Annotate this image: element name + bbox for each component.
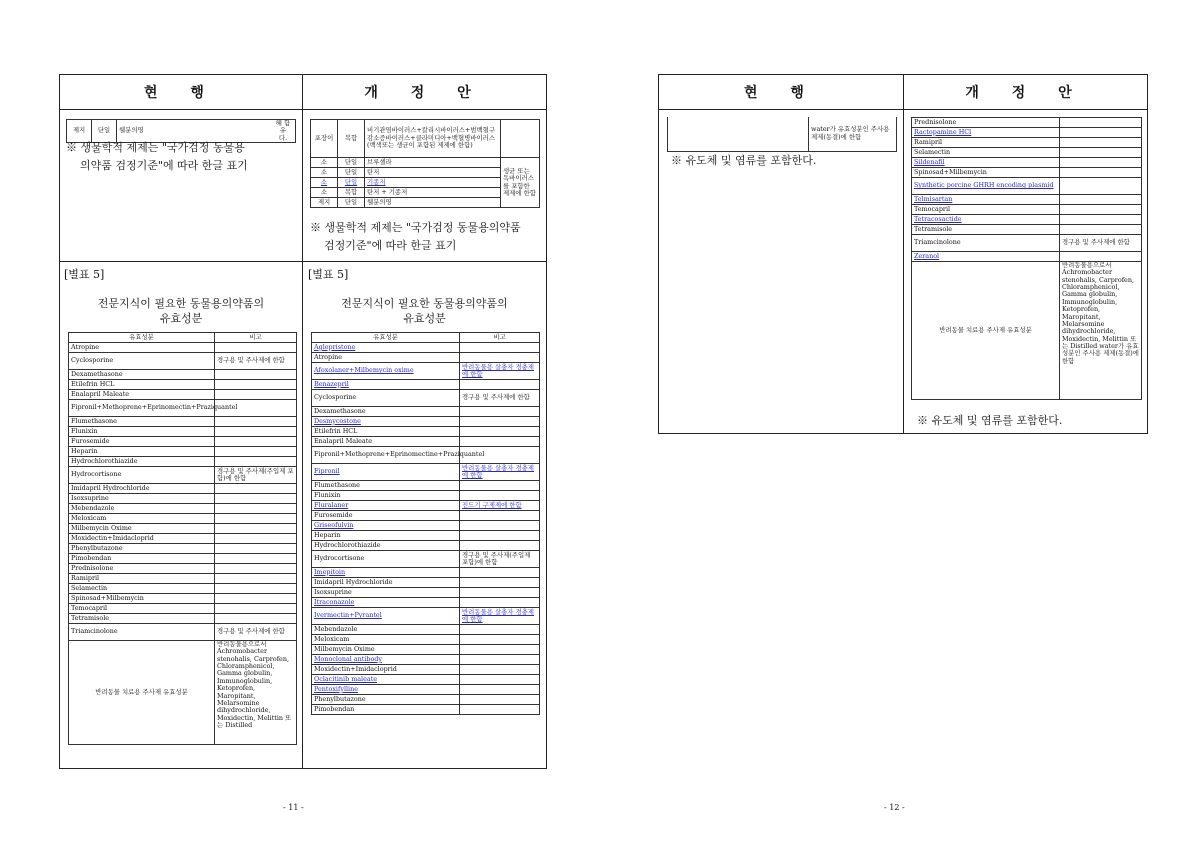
- table-row: [312, 353, 540, 363]
- table-row: [69, 514, 297, 524]
- ingredient-cell: Triamcinolone: [912, 235, 1060, 252]
- remark-cell: [1060, 158, 1142, 168]
- remark-cell: [460, 427, 540, 437]
- remark-cell: [460, 417, 540, 427]
- proposed-header: 개 정 안: [904, 75, 1147, 110]
- proposed-header: 개 정 안: [303, 75, 546, 110]
- table-row: [69, 484, 297, 494]
- table-row: [312, 501, 540, 511]
- current-header: 현 행: [60, 75, 302, 110]
- table-row: [69, 437, 297, 447]
- remark-cell: [215, 584, 297, 594]
- ingredient-cell: Ramipril: [69, 574, 215, 584]
- table-row: [312, 531, 540, 541]
- remark-cell: 경구용 및 주사제에 한함: [215, 353, 297, 370]
- table-row: [69, 604, 297, 614]
- ingredient-cell: Hydrocortisone: [312, 551, 460, 568]
- ingredient-cell: Hydrochlorothiazide: [69, 457, 215, 467]
- remark-cell: [215, 564, 297, 574]
- remark-cell: [1060, 168, 1142, 178]
- table-row: [312, 551, 540, 568]
- current-header: 현 행: [659, 75, 903, 110]
- remark-cell: [460, 635, 540, 645]
- table-row: [312, 675, 540, 685]
- ingredient-cell: Tetracosactide: [912, 215, 1060, 225]
- ingredient-cell: Triamcinolone: [69, 624, 215, 641]
- remark-cell: 경구용 및 주사제(주입제 포함)에 한함: [460, 551, 540, 568]
- ingredient-cell: Heparin: [312, 531, 460, 541]
- table-row: [312, 695, 540, 705]
- ingredient-cell: Imidapril Hydrochloride: [69, 484, 215, 494]
- current-continued-table: water가 유효성분인 주사용 제제(동결)에 한함: [667, 117, 897, 152]
- table-row: [912, 195, 1142, 205]
- ingredient-cell: Prednisolone: [69, 564, 215, 574]
- annex-title-current: 전문지식이 필요한 동물용의약품의 유효성분: [97, 297, 265, 325]
- ingredient-cell: Dexamethasone: [312, 407, 460, 417]
- remark-cell: [215, 554, 297, 564]
- proposed-bio-table: 포장이 복합 비기관염바이러스+칼리시바이러스+범백혈구감소증바이러스+클라미디아+백혈병바이러스(백색또는 생균이 포함된 제제에 한함) 소 단일 브루셀라 생균 또는 독바이러스를 포함한 제제에 한함 소 단일 탄저 소 단일 기종저 소 복합 탄저 + 기종저 제지 단일 웰분의영: [310, 119, 540, 208]
- table-row: [912, 235, 1142, 252]
- table-row: [312, 447, 540, 464]
- table-row: [69, 390, 297, 400]
- ingredient-cell: Zeranol: [912, 252, 1060, 262]
- table-row: [312, 625, 540, 635]
- ingredient-cell: Phenylbutazone: [312, 695, 460, 705]
- ingredient-cell: Flunixin: [69, 427, 215, 437]
- current-bio-note: ※ 생물학적 제제는 "국가검정 동물용 의약품 검정기준"에 따라 한글 표기: [66, 141, 248, 172]
- remark-cell: 반려동물용 살충자 경충제에 한함: [460, 363, 540, 380]
- ingredient-cell: Milbemycin Oxime: [312, 645, 460, 655]
- table-row: 반려동물 치료용 주사제 유효성분 반려동물용으로서 Achromobacter stenohalis, Carprofen, Chloramphenicol, Gamma globulin, Immunoglobulin, Ketoprofen, Maropitant, Melarsomine dihydrochloride, Moxidectin, Melittin 또는 Distilled: [69, 641, 297, 745]
- table-row: [312, 491, 540, 501]
- ingredient-cell: Mebendazole: [312, 625, 460, 635]
- ingredient-cell: Hydrochlorothiazide: [312, 541, 460, 551]
- remark-cell: [460, 343, 540, 353]
- remark-cell: [460, 353, 540, 363]
- remark-cell: [215, 370, 297, 380]
- proposed-bio-note: ※ 생물학적 제제는 "국가검정 동물용의약품 검정기준"에 따라 한글 표기: [310, 221, 521, 252]
- ingredient-cell: Tetramisole: [912, 225, 1060, 235]
- remark-cell: [215, 427, 297, 437]
- table-row: [312, 343, 540, 353]
- ingredient-cell: Phenylbutazone: [69, 544, 215, 554]
- proposed-note: ※ 유도체 및 염류를 포함한다.: [917, 414, 1063, 427]
- remark-cell: [215, 594, 297, 604]
- table-row: [312, 390, 540, 407]
- remark-cell: [460, 645, 540, 655]
- annex-label-current: [별표 5]: [64, 268, 105, 281]
- table-row: [912, 225, 1142, 235]
- remark-cell: [215, 457, 297, 467]
- remark-cell: [460, 705, 540, 715]
- remark-cell: [215, 614, 297, 624]
- ingredient-cell: Etilefrin HCL: [312, 427, 460, 437]
- remark-cell: [460, 665, 540, 675]
- ingredient-cell: Telmisartan: [912, 195, 1060, 205]
- table-row: [312, 608, 540, 625]
- ingredient-cell: Ramipril: [912, 138, 1060, 148]
- remark-cell: [460, 481, 540, 491]
- remark-cell: [215, 447, 297, 457]
- remark-cell: [215, 524, 297, 534]
- table-row: [312, 437, 540, 447]
- ingredient-cell: Spinosad+Milbemycin: [912, 168, 1060, 178]
- table-row: [69, 447, 297, 457]
- remark-cell: [215, 514, 297, 524]
- table-row: [912, 205, 1142, 215]
- table-row: [312, 511, 540, 521]
- ingredient-cell: Pimobendan: [312, 705, 460, 715]
- remark-cell: [460, 407, 540, 417]
- remark-cell: [215, 574, 297, 584]
- table-row: [69, 594, 297, 604]
- ingredient-cell: Benazepril: [312, 380, 460, 390]
- ingredient-cell: Isoxsuprine: [312, 588, 460, 598]
- proposed-ingredient-table: 유효성분 비고 Aglepristone Atropine Afoxolaner+Milbemycin oxime 반려동물용 살충자 경충제에 한함 Benazepril Cyclosporine 경구용 및 주사제에 한함 Dexamethasone Desmycostone Etilefrin HCL Enalapril Maleate Fipronil+Methoprene+Eprinomectine+Praziquantel Fipronil 반려동물용 살충자 경충제에 한함 Flumethasone Flunixin Fluralaner 진드기 구제제에 한함 Furosemide Griseofulvin Heparin Hydrochlorothiazide Hydrocortisone 경구용 및 주사제(주입제 포함)에 한함 Imepitoin Imidapril Hydrochloride Isoxsuprine Itraconazole Ivermectin+Pyrantel 반려동물용 살충자 경충제에 한함 Mebendazole Meloxicam Milbemycin Oxime Monoclonal antibody Moxidectin+Imidacloprid Oclacitinib maleate Pentoxifylline Phenylbutazone Pimobendan: [311, 332, 540, 715]
- remark-cell: [215, 417, 297, 427]
- ingredient-cell: Meloxicam: [69, 514, 215, 524]
- ingredient-cell: Flumethasone: [312, 481, 460, 491]
- ingredient-cell: Moxidectin+Imidacloprid: [312, 665, 460, 675]
- ingredient-cell: Atropine: [312, 353, 460, 363]
- ingredient-cell: Ractopamine HCl: [912, 128, 1060, 138]
- proposed-bio-remark: 생균 또는 독바이러스를 포함한 제제에 한함: [501, 158, 540, 208]
- table-row: [69, 400, 297, 417]
- table-row: [69, 370, 297, 380]
- table-row: [69, 544, 297, 554]
- section-divider: [60, 261, 546, 262]
- table-row: [312, 521, 540, 531]
- ingredient-cell: Flunixin: [312, 491, 460, 501]
- table-row: [312, 464, 540, 481]
- ingredient-cell: Itraconazole: [312, 598, 460, 608]
- ingredient-cell: Sildenafil: [912, 158, 1060, 168]
- table-row: [912, 252, 1142, 262]
- ingredient-cell: Fipronil+Methoprene+Eprinomectin+Praziquantel: [69, 400, 215, 417]
- page-12: [658, 74, 1148, 434]
- ingredient-cell: Furosemide: [69, 437, 215, 447]
- table-row: [312, 588, 540, 598]
- ingredient-cell: Temocapril: [912, 205, 1060, 215]
- table-row: [69, 534, 297, 544]
- remark-cell: [460, 491, 540, 501]
- table-row: [312, 380, 540, 390]
- remark-cell: [460, 511, 540, 521]
- ingredient-cell: Griseofulvin: [312, 521, 460, 531]
- remark-cell: [215, 437, 297, 447]
- ingredient-cell: Flumethasone: [69, 417, 215, 427]
- ingredient-cell: Fluralaner: [312, 501, 460, 511]
- ingredient-cell: Imepitoin: [312, 568, 460, 578]
- ingredient-cell: Cyclosporine: [312, 390, 460, 407]
- ingredient-cell: Heparin: [69, 447, 215, 457]
- ingredient-cell: Afoxolaner+Milbemycin oxime: [312, 363, 460, 380]
- remark-cell: [1060, 205, 1142, 215]
- ingredient-cell: Furosemide: [312, 511, 460, 521]
- table-row: [69, 524, 297, 534]
- table-row: [312, 541, 540, 551]
- ingredient-cell: Hydrocortisone: [69, 467, 215, 484]
- table-row: [312, 665, 540, 675]
- ingredient-cell: Oclacitinib maleate: [312, 675, 460, 685]
- remark-cell: [460, 380, 540, 390]
- remark-cell: [1060, 148, 1142, 158]
- page-11: [59, 74, 547, 769]
- ingredient-cell: Selamectin: [912, 148, 1060, 158]
- ingredient-cell: Temocapril: [69, 604, 215, 614]
- table-row: [912, 148, 1142, 158]
- remark-cell: [1060, 178, 1142, 195]
- remark-cell: 반려동물용 살충자 경충제에 한함: [460, 608, 540, 625]
- table-row: [69, 380, 297, 390]
- table-row: [312, 635, 540, 645]
- ingredient-cell: Atropine: [69, 343, 215, 353]
- table-row: [912, 168, 1142, 178]
- table-row: [69, 614, 297, 624]
- table-row: [69, 504, 297, 514]
- remark-cell: 진드기 구제제에 한함: [460, 501, 540, 511]
- remark-cell: [460, 521, 540, 531]
- table-row: [312, 655, 540, 665]
- ingredient-cell: Dexamethasone: [69, 370, 215, 380]
- ingredient-cell: Etilefrin HCL: [69, 380, 215, 390]
- remark-cell: [215, 390, 297, 400]
- table-row: [69, 574, 297, 584]
- table-row: [312, 578, 540, 588]
- current-bio-table: 제지 단일 웰분의영 혜 함유 다.: [66, 119, 296, 143]
- remark-cell: [1060, 215, 1142, 225]
- column-divider: [903, 75, 904, 433]
- remark-cell: [215, 544, 297, 554]
- table-row: [312, 417, 540, 427]
- table-row: [69, 343, 297, 353]
- remark-cell: [460, 675, 540, 685]
- remark-cell: [460, 685, 540, 695]
- table-row: [312, 568, 540, 578]
- remark-cell: [460, 578, 540, 588]
- table-row: [69, 564, 297, 574]
- ingredient-cell: Desmycostone: [312, 417, 460, 427]
- ingredient-cell: Monoclonal antibody: [312, 655, 460, 665]
- table-row: [312, 645, 540, 655]
- remark-cell: [1060, 225, 1142, 235]
- remark-cell: [215, 494, 297, 504]
- remark-cell: [215, 380, 297, 390]
- table-row: [69, 353, 297, 370]
- remark-cell: [215, 534, 297, 544]
- ingredient-cell: Selamectin: [69, 584, 215, 594]
- current-ingredient-table: 유효성분 비고 Atropine Cyclosporine 경구용 및 주사제에 한함 Dexamethasone Etilefrin HCL Enalapril Maleate Fipronil+Methoprene+Eprinomectin+Praziquantel Flumethasone Flunixin Furosemide Heparin Hydrochlorothiazide Hydrocortisone 경구용 및 주사제(주입제 포함)에 한함 Imidapril Hydrochloride Isoxsuprine Mebendazole Meloxicam Milbemycin Oxime Moxidectin+Imidacloprid Phenylbutazone Pimobendan Prednisolone Ramipril Selamectin Spinosad+Milbemycin Temocapril Tetramisole Triamcinolone 경구용 및 주사제에 한함 반려동물 치료용 주사제 유효성분 반려동물용으로서 Achromobacter stenohalis, Carprofen, Chloramphenicol, Gamma globulin, Immunoglobulin, Ketoprofen, Maropitant, Melarsomine dihydrochloride, Moxidectin, Melittin 또는 Distilled: [68, 332, 297, 745]
- remark-cell: [1060, 252, 1142, 262]
- table-row: [312, 598, 540, 608]
- remark-cell: 반려동물용 살충자 경충제에 한함: [460, 464, 540, 481]
- ingredient-cell: Fipronil: [312, 464, 460, 481]
- current-note: ※ 유도체 및 염류를 포함한다.: [671, 154, 817, 167]
- remark-cell: [215, 604, 297, 614]
- remark-cell: [460, 588, 540, 598]
- proposed-continued-table: [911, 117, 1142, 400]
- ingredient-cell: Imidapril Hydrochloride: [312, 578, 460, 588]
- column-divider: [302, 75, 303, 768]
- ingredient-cell: Enalapril Maleate: [312, 437, 460, 447]
- table-row: [69, 624, 297, 641]
- table-row: [912, 158, 1142, 168]
- remark-cell: [460, 625, 540, 635]
- table-row: [312, 685, 540, 695]
- remark-cell: [460, 541, 540, 551]
- table-row: [312, 363, 540, 380]
- ingredient-cell: Aglepristone: [312, 343, 460, 353]
- annex-title-proposed: 전문지식이 필요한 동물용의약품의 유효성분: [341, 297, 508, 325]
- ingredient-cell: Mebendazole: [69, 504, 215, 514]
- remark-cell: [1060, 118, 1142, 128]
- ingredient-cell: Pentoxifylline: [312, 685, 460, 695]
- table-row: [69, 417, 297, 427]
- remark-cell: [1060, 138, 1142, 148]
- table-row: [912, 118, 1142, 128]
- remark-cell: [460, 655, 540, 665]
- table-row: [69, 427, 297, 437]
- ingredient-cell: Synthetic porcine GHRH encoding plasmid: [912, 178, 1060, 195]
- remark-cell: [215, 343, 297, 353]
- table-row: [912, 215, 1142, 225]
- page-number-11: - 11 -: [283, 803, 304, 812]
- table-row: [312, 407, 540, 417]
- table-row: [912, 138, 1142, 148]
- table-row: [69, 494, 297, 504]
- remark-cell: [215, 504, 297, 514]
- remark-cell: [460, 598, 540, 608]
- remark-cell: [460, 437, 540, 447]
- remark-cell: 경구용 및 주사제(주입제 포함)에 한함: [215, 467, 297, 484]
- remark-cell: 경구용 및 주사제에 한함: [215, 624, 297, 641]
- table-row: [69, 457, 297, 467]
- ingredient-cell: Ivermectin+Pyrantel: [312, 608, 460, 625]
- ingredient-cell: Tetramisole: [69, 614, 215, 624]
- table-row: [69, 584, 297, 594]
- ingredient-cell: Prednisolone: [912, 118, 1060, 128]
- remark-cell: [1060, 128, 1142, 138]
- ingredient-cell: Enalapril Maleate: [69, 390, 215, 400]
- table-row: [912, 178, 1142, 195]
- ingredient-cell: Meloxicam: [312, 635, 460, 645]
- ingredient-cell: Cyclosporine: [69, 353, 215, 370]
- table-row: [69, 554, 297, 564]
- page-number-12: - 12 -: [884, 803, 905, 812]
- annex-label-proposed: [별표 5]: [308, 268, 349, 281]
- ingredient-cell: Moxidectin+Imidacloprid: [69, 534, 215, 544]
- remark-cell: [460, 531, 540, 541]
- ingredient-cell: Spinosad+Milbemycin: [69, 594, 215, 604]
- table-row: [312, 427, 540, 437]
- remark-cell: 경구용 및 주사제에 한함: [1060, 235, 1142, 252]
- remark-cell: [460, 695, 540, 705]
- ingredient-cell: Isoxsuprine: [69, 494, 215, 504]
- remark-cell: [215, 484, 297, 494]
- ingredient-cell: Pimobendan: [69, 554, 215, 564]
- ingredient-cell: Fipronil+Methoprene+Eprinomectine+Praziquantel: [312, 447, 460, 464]
- table-row: [912, 128, 1142, 138]
- remark-cell: [1060, 195, 1142, 205]
- ingredient-cell: Milbemycin Oxime: [69, 524, 215, 534]
- table-row: [69, 467, 297, 484]
- remark-cell: [460, 568, 540, 578]
- table-row: [312, 705, 540, 715]
- table-row: 반려동물 치료용 주사제 유효성분 반려동물용으로서 Achromobacter stenohalis, Carprofen, Chloramphenicol, Gamma globulin, Immunoglobulin, Ketoprofen, Maropitant, Melarsomine dihydrochloride, Moxidectin, Melittin 또는 Distilled water가 유효성분인 주사용 제제(동결)에 한함: [912, 262, 1142, 400]
- remark-cell: 경구용 및 주사제에 한함: [460, 390, 540, 407]
- table-row: [312, 481, 540, 491]
